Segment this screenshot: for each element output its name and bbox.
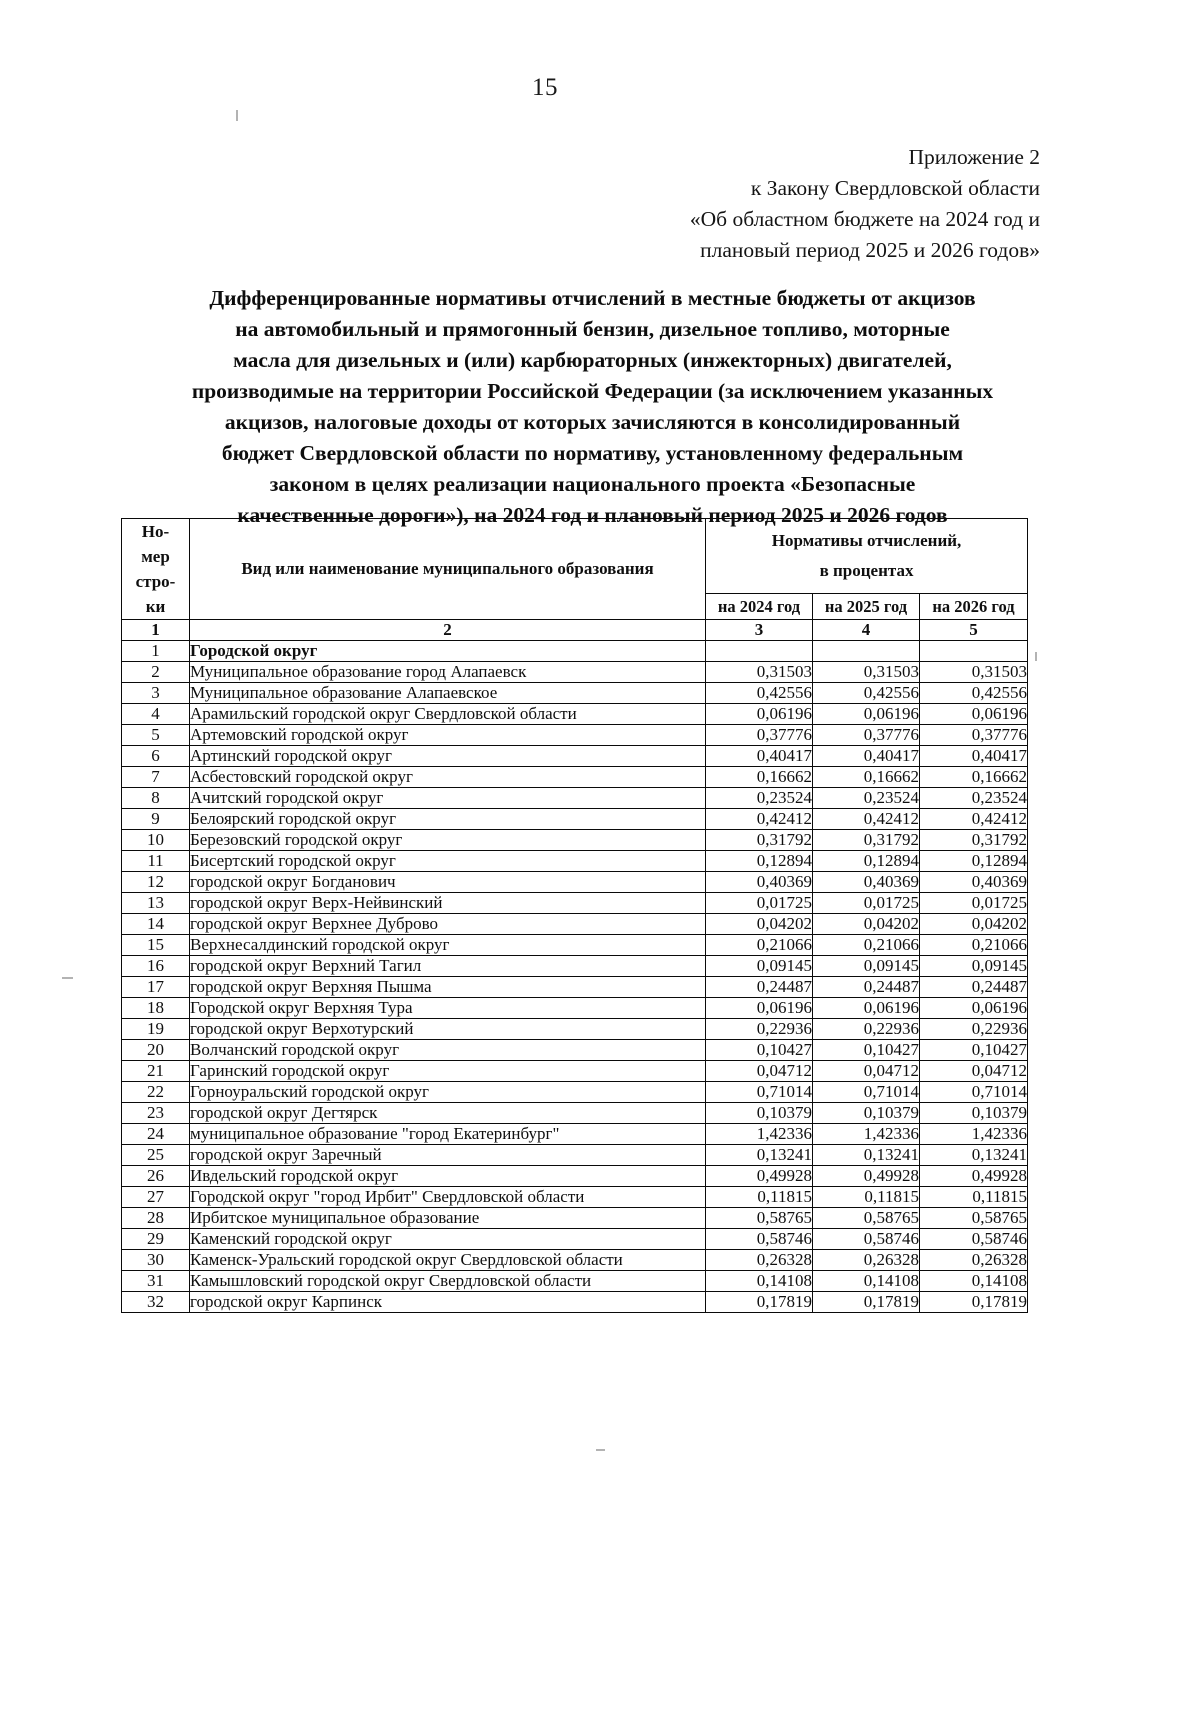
appendix-line-2: к Закону Свердловской области (750, 176, 1040, 200)
cell-value-2026: 0,16662 (920, 767, 1028, 788)
table-row (122, 1124, 1028, 1145)
cell-value-2024: 0,13241 (706, 1145, 813, 1166)
cell-value-2026: 0,26328 (920, 1250, 1028, 1271)
cell-value-2025: 0,40417 (813, 746, 920, 767)
column-number-2: 2 (190, 620, 706, 641)
header-row-number-line-1: Но- (141, 522, 170, 541)
cell-municipality-name: Артемовский городской округ (190, 725, 706, 746)
cell-row-number: 13 (122, 893, 190, 914)
cell-row-number: 26 (122, 1166, 190, 1187)
cell-value-2025: 0,16662 (813, 767, 920, 788)
table-row (122, 1208, 1028, 1229)
scan-artifact (236, 110, 238, 121)
title-line-8: качественные дороги»), на 2024 год и плановый период 2025 и 2026 годов (237, 503, 948, 527)
cell-value-2026: 0,40369 (920, 872, 1028, 893)
cell-row-number: 24 (122, 1124, 190, 1145)
header-norms-line-2: в процентах (819, 561, 914, 581)
cell-municipality-name: Арамильский городской округ Свердловской области (190, 704, 706, 725)
cell-value-2025: 0,06196 (813, 704, 920, 725)
cell-value-2026: 0,40417 (920, 746, 1028, 767)
cell-row-number: 4 (122, 704, 190, 725)
cell-municipality-name: городской округ Дегтярск (190, 1103, 706, 1124)
cell-value-2026: 0,11815 (920, 1187, 1028, 1208)
cell-value-2024: 0,06196 (706, 704, 813, 725)
cell-value-2025: 0,04202 (813, 914, 920, 935)
table-header (122, 519, 1028, 641)
appendix-line-3: «Об областном бюджете на 2024 год и (689, 207, 1040, 231)
cell-row-number: 27 (122, 1187, 190, 1208)
table-row (122, 1229, 1028, 1250)
cell-value-2025: 0,04712 (813, 1061, 920, 1082)
table-row (122, 746, 1028, 767)
cell-value-2026: 1,42336 (920, 1124, 1028, 1145)
table-row (122, 809, 1028, 830)
cell-municipality-name: Ивдельский городской округ (190, 1166, 706, 1187)
cell-municipality-name: муниципальное образование "город Екатеринбург" (190, 1124, 706, 1145)
cell-value-2026: 0,58765 (920, 1208, 1028, 1229)
table-row (122, 851, 1028, 872)
cell-municipality-name: Горноуральский городской округ (190, 1082, 706, 1103)
title-line-3: масла для дизельных и (или) карбюраторных (инжекторных) двигателей, (233, 348, 952, 372)
table-row (122, 1040, 1028, 1061)
cell-value-2024: 0,40369 (706, 872, 813, 893)
table-row (122, 1292, 1028, 1313)
cell-municipality-name: Бисертский городской округ (190, 851, 706, 872)
cell-municipality-name: Городской округ Верхняя Тура (190, 998, 706, 1019)
cell-municipality-name: Белоярский городской округ (190, 809, 706, 830)
header-year-2024: на 2024 год (706, 594, 813, 620)
cell-municipality-name: Городской округ (190, 641, 706, 662)
table-row (122, 1187, 1028, 1208)
cell-value-2026: 0,09145 (920, 956, 1028, 977)
cell-value-2025: 0,09145 (813, 956, 920, 977)
appendix-line-1: Приложение 2 (908, 145, 1040, 169)
cell-value-2025: 0,37776 (813, 725, 920, 746)
table-row (122, 1271, 1028, 1292)
cell-row-number: 5 (122, 725, 190, 746)
cell-value-2025: 0,24487 (813, 977, 920, 998)
cell-value-2024: 0,14108 (706, 1271, 813, 1292)
cell-value-2025: 0,42412 (813, 809, 920, 830)
table-body (122, 641, 1028, 1313)
cell-value-2024: 0,22936 (706, 1019, 813, 1040)
cell-value-2025: 0,71014 (813, 1082, 920, 1103)
cell-value-2024: 0,26328 (706, 1250, 813, 1271)
cell-value-2024: 0,21066 (706, 935, 813, 956)
cell-value-2026: 0,12894 (920, 851, 1028, 872)
header-row-number-line-2: мер (141, 547, 170, 566)
cell-value-2024: 0,12894 (706, 851, 813, 872)
cell-value-2026: 0,10427 (920, 1040, 1028, 1061)
cell-row-number: 12 (122, 872, 190, 893)
cell-municipality-name: Муниципальное образование Алапаевское (190, 683, 706, 704)
cell-municipality-name: Березовский городской округ (190, 830, 706, 851)
title-line-5: акцизов, налоговые доходы от которых зачисляются в консолидированный (224, 410, 961, 434)
cell-row-number: 2 (122, 662, 190, 683)
cell-municipality-name: Городской округ "город Ирбит" Свердловской области (190, 1187, 706, 1208)
cell-municipality-name: Каменск-Уральский городской округ Свердловской области (190, 1250, 706, 1271)
cell-value-2025: 0,13241 (813, 1145, 920, 1166)
cell-row-number: 23 (122, 1103, 190, 1124)
cell-value-2026: 0,71014 (920, 1082, 1028, 1103)
cell-row-number: 31 (122, 1271, 190, 1292)
table-header-row-main (122, 519, 1028, 594)
table-row (122, 1103, 1028, 1124)
cell-value-2024: 0,24487 (706, 977, 813, 998)
cell-value-2024: 0,23524 (706, 788, 813, 809)
cell-value-2026: 0,42556 (920, 683, 1028, 704)
norms-table-container (121, 518, 1027, 1313)
scan-artifact (62, 977, 73, 979)
cell-value-2026: 0,04202 (920, 914, 1028, 935)
cell-value-2024: 1,42336 (706, 1124, 813, 1145)
cell-value-2025: 0,58746 (813, 1229, 920, 1250)
cell-value-2025: 0,31792 (813, 830, 920, 851)
title-line-4: производимые на территории Российской Федерации (за исключением указанных (191, 379, 994, 403)
table-row (122, 1019, 1028, 1040)
cell-value-2025: 0,10427 (813, 1040, 920, 1061)
cell-municipality-name: Верхнесалдинский городской округ (190, 935, 706, 956)
cell-municipality-name: Артинский городской округ (190, 746, 706, 767)
scan-artifact (596, 1449, 605, 1451)
cell-value-2026: 0,21066 (920, 935, 1028, 956)
cell-row-number: 20 (122, 1040, 190, 1061)
cell-row-number: 1 (122, 641, 190, 662)
appendix-reference-block (420, 142, 1040, 266)
cell-row-number: 19 (122, 1019, 190, 1040)
cell-value-2025: 0,23524 (813, 788, 920, 809)
cell-value-2026: 0,01725 (920, 893, 1028, 914)
cell-value-2025: 0,06196 (813, 998, 920, 1019)
cell-value-2026: 0,31792 (920, 830, 1028, 851)
cell-value-2026: 0,42412 (920, 809, 1028, 830)
table-row (122, 935, 1028, 956)
cell-value-2024: 0,58765 (706, 1208, 813, 1229)
cell-value-2025: 0,12894 (813, 851, 920, 872)
header-year-2026: на 2026 год (920, 594, 1028, 620)
cell-municipality-name: городской округ Верхотурский (190, 1019, 706, 1040)
page-number: 15 (532, 74, 558, 101)
cell-municipality-name: городской округ Верхнее Дуброво (190, 914, 706, 935)
table-row (122, 956, 1028, 977)
cell-value-2026: 0,06196 (920, 704, 1028, 725)
cell-municipality-name: городской округ Верхняя Пышма (190, 977, 706, 998)
cell-value-2024: 0,04712 (706, 1061, 813, 1082)
cell-value-2025: 0,26328 (813, 1250, 920, 1271)
cell-value-2025: 1,42336 (813, 1124, 920, 1145)
cell-value-2026: 0,24487 (920, 977, 1028, 998)
cell-value-2024: 0,49928 (706, 1166, 813, 1187)
cell-value-2026: 0,14108 (920, 1271, 1028, 1292)
cell-row-number: 17 (122, 977, 190, 998)
cell-row-number: 30 (122, 1250, 190, 1271)
cell-value-2026: 0,10379 (920, 1103, 1028, 1124)
cell-value-2025: 0,14108 (813, 1271, 920, 1292)
cell-municipality-name: городской округ Верх-Нейвинский (190, 893, 706, 914)
table-row (122, 1166, 1028, 1187)
cell-value-2024: 0,42412 (706, 809, 813, 830)
cell-row-number: 18 (122, 998, 190, 1019)
table-row (122, 977, 1028, 998)
header-row-number-line-4: ки (145, 597, 166, 616)
table-row (122, 662, 1028, 683)
table-row (122, 1082, 1028, 1103)
cell-value-2025: 0,17819 (813, 1292, 920, 1313)
cell-value-2026 (920, 641, 1028, 662)
cell-value-2024: 0,71014 (706, 1082, 813, 1103)
title-line-1: Дифференцированные нормативы отчислений в местные бюджеты от акцизов (209, 286, 976, 310)
cell-row-number: 3 (122, 683, 190, 704)
table-row (122, 872, 1028, 893)
cell-municipality-name: городской округ Богданович (190, 872, 706, 893)
cell-value-2024: 0,37776 (706, 725, 813, 746)
cell-value-2026: 0,31503 (920, 662, 1028, 683)
cell-municipality-name: Волчанский городской округ (190, 1040, 706, 1061)
cell-value-2024: 0,31792 (706, 830, 813, 851)
cell-row-number: 10 (122, 830, 190, 851)
header-year-2025: на 2025 год (813, 594, 920, 620)
cell-municipality-name: Каменский городской округ (190, 1229, 706, 1250)
cell-value-2026: 0,23524 (920, 788, 1028, 809)
cell-value-2026: 0,58746 (920, 1229, 1028, 1250)
cell-municipality-name: Муниципальное образование город Алапаевск (190, 662, 706, 683)
table-row (122, 830, 1028, 851)
table-row (122, 683, 1028, 704)
cell-municipality-name: городской округ Заречный (190, 1145, 706, 1166)
cell-value-2026: 0,37776 (920, 725, 1028, 746)
cell-row-number: 29 (122, 1229, 190, 1250)
table-row (122, 893, 1028, 914)
title-line-7: законом в целях реализации национального проекта «Безопасные (269, 472, 916, 496)
cell-value-2024: 0,01725 (706, 893, 813, 914)
cell-row-number: 21 (122, 1061, 190, 1082)
cell-row-number: 11 (122, 851, 190, 872)
header-municipality-name: Вид или наименование муниципального образования (190, 519, 706, 620)
cell-value-2026: 0,06196 (920, 998, 1028, 1019)
cell-row-number: 28 (122, 1208, 190, 1229)
cell-value-2024: 0,10427 (706, 1040, 813, 1061)
cell-value-2025: 0,49928 (813, 1166, 920, 1187)
cell-municipality-name: Ачитский городской округ (190, 788, 706, 809)
table-row (122, 788, 1028, 809)
cell-row-number: 6 (122, 746, 190, 767)
cell-municipality-name: Камышловский городской округ Свердловской области (190, 1271, 706, 1292)
cell-value-2026: 0,49928 (920, 1166, 1028, 1187)
cell-value-2025: 0,01725 (813, 893, 920, 914)
cell-row-number: 7 (122, 767, 190, 788)
document-title (140, 283, 1045, 531)
cell-municipality-name: городской округ Карпинск (190, 1292, 706, 1313)
cell-row-number: 22 (122, 1082, 190, 1103)
table-row (122, 704, 1028, 725)
title-line-6: бюджет Свердловской области по нормативу, установленному федеральным (221, 441, 964, 465)
cell-value-2025: 0,10379 (813, 1103, 920, 1124)
scan-artifact (1035, 652, 1037, 661)
cell-value-2025: 0,31503 (813, 662, 920, 683)
cell-value-2025: 0,58765 (813, 1208, 920, 1229)
table-row (122, 914, 1028, 935)
cell-municipality-name: Гаринский городской округ (190, 1061, 706, 1082)
cell-value-2024: 0,31503 (706, 662, 813, 683)
header-row-number-line-3: стро- (135, 572, 176, 591)
cell-value-2024: 0,42556 (706, 683, 813, 704)
cell-value-2025: 0,22936 (813, 1019, 920, 1040)
cell-value-2025: 0,42556 (813, 683, 920, 704)
cell-value-2025: 0,40369 (813, 872, 920, 893)
table-row (122, 1061, 1028, 1082)
header-norms-line-1: Нормативы отчислений, (771, 531, 962, 551)
header-row-number (122, 519, 190, 620)
cell-row-number: 16 (122, 956, 190, 977)
cell-value-2025: 0,11815 (813, 1187, 920, 1208)
column-number-5: 5 (920, 620, 1028, 641)
cell-value-2026: 0,17819 (920, 1292, 1028, 1313)
cell-value-2024: 0,58746 (706, 1229, 813, 1250)
cell-row-number: 15 (122, 935, 190, 956)
table-row (122, 1145, 1028, 1166)
title-line-2: на автомобильный и прямогонный бензин, дизельное топливо, моторные (235, 317, 950, 341)
cell-municipality-name: городской округ Верхний Тагил (190, 956, 706, 977)
cell-value-2024: 0,16662 (706, 767, 813, 788)
cell-row-number: 9 (122, 809, 190, 830)
cell-row-number: 32 (122, 1292, 190, 1313)
column-number-4: 4 (813, 620, 920, 641)
header-norms-group (706, 519, 1028, 594)
appendix-line-4: плановый период 2025 и 2026 годов» (700, 238, 1040, 262)
cell-value-2024 (706, 641, 813, 662)
cell-value-2025 (813, 641, 920, 662)
table-row (122, 767, 1028, 788)
table-row (122, 1250, 1028, 1271)
table-column-number-row (122, 620, 1028, 641)
cell-value-2024: 0,06196 (706, 998, 813, 1019)
table-row (122, 998, 1028, 1019)
cell-row-number: 25 (122, 1145, 190, 1166)
cell-row-number: 8 (122, 788, 190, 809)
cell-value-2026: 0,13241 (920, 1145, 1028, 1166)
column-number-1: 1 (122, 620, 190, 641)
cell-value-2026: 0,04712 (920, 1061, 1028, 1082)
column-number-3: 3 (706, 620, 813, 641)
cell-value-2026: 0,22936 (920, 1019, 1028, 1040)
norms-table (121, 518, 1028, 1313)
cell-value-2024: 0,11815 (706, 1187, 813, 1208)
cell-municipality-name: Ирбитское муниципальное образование (190, 1208, 706, 1229)
cell-value-2025: 0,21066 (813, 935, 920, 956)
cell-value-2024: 0,04202 (706, 914, 813, 935)
table-row (122, 641, 1028, 662)
cell-municipality-name: Асбестовский городской округ (190, 767, 706, 788)
cell-value-2024: 0,17819 (706, 1292, 813, 1313)
table-row (122, 725, 1028, 746)
cell-value-2024: 0,10379 (706, 1103, 813, 1124)
cell-value-2024: 0,09145 (706, 956, 813, 977)
cell-row-number: 14 (122, 914, 190, 935)
cell-value-2024: 0,40417 (706, 746, 813, 767)
